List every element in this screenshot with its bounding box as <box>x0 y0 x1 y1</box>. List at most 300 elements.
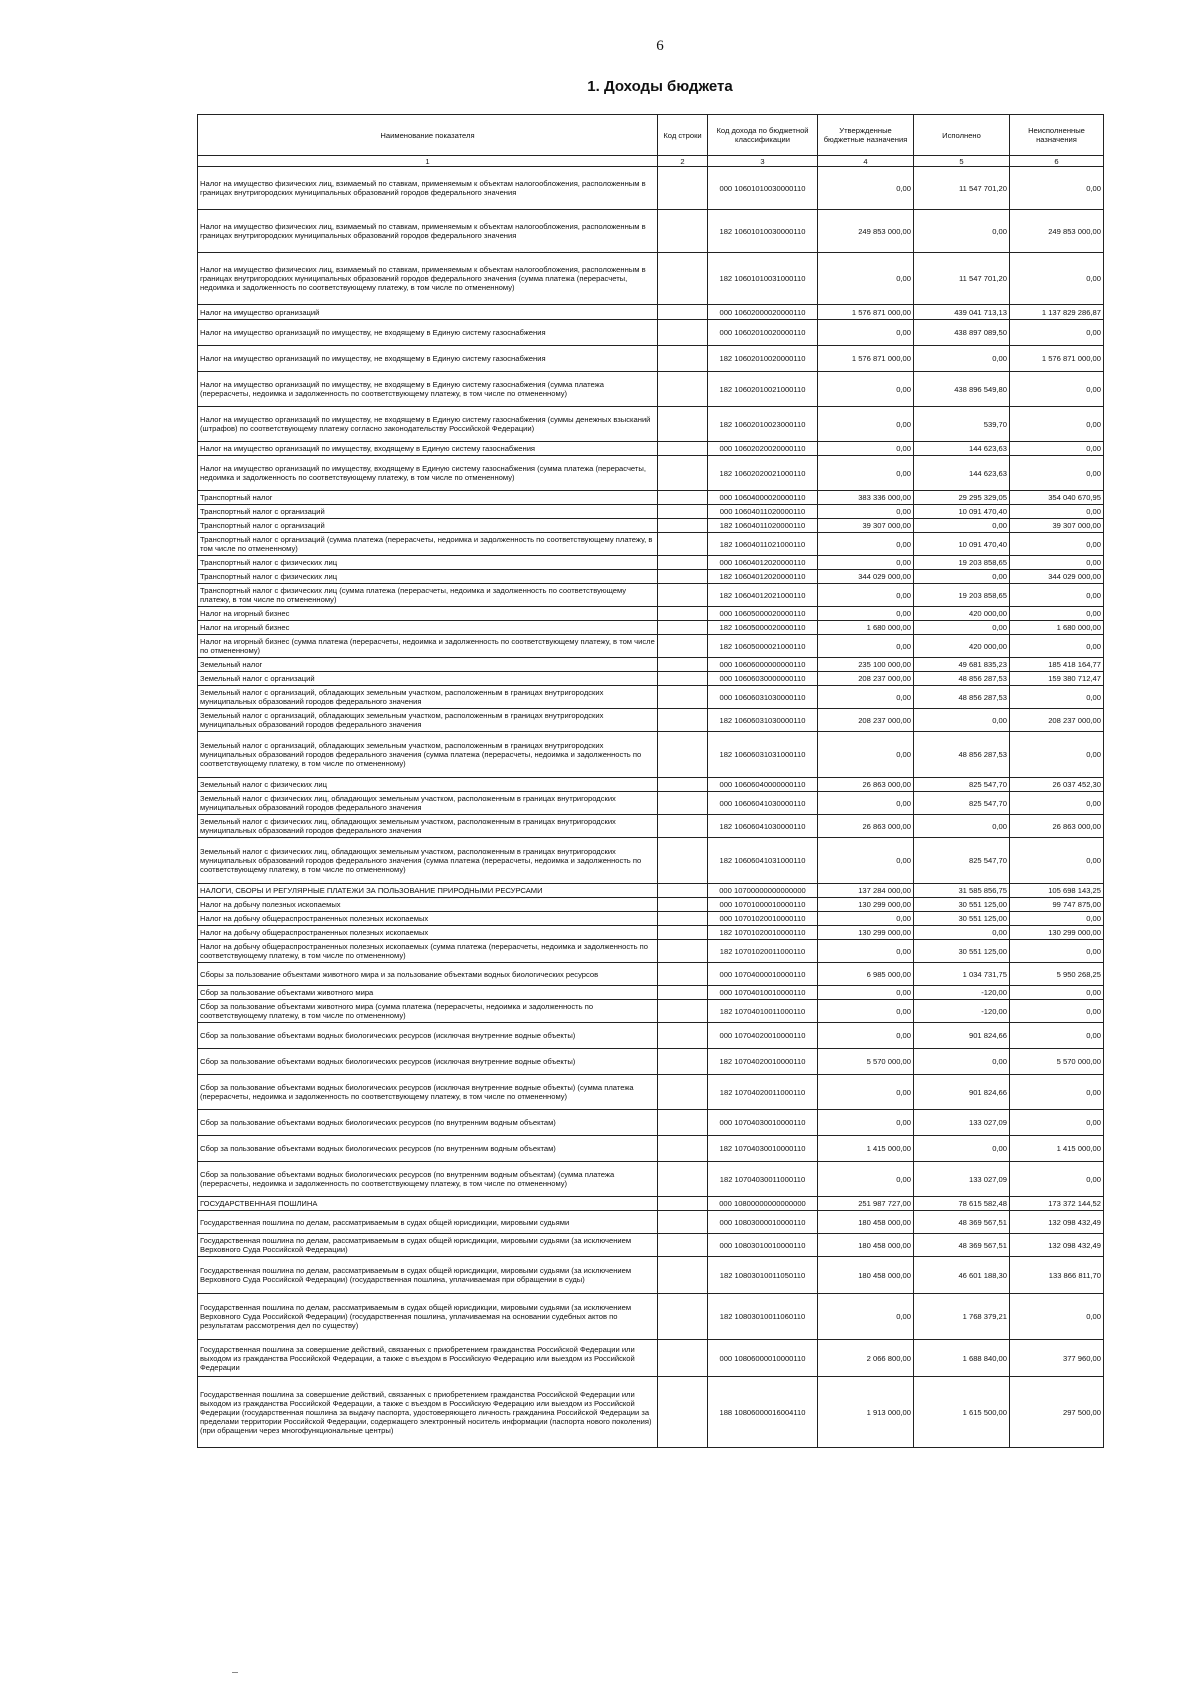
page-number: 6 <box>656 38 664 54</box>
table-row <box>198 1162 1104 1197</box>
cell-kbk: 182 10602010020000110 <box>708 346 818 372</box>
table-row <box>198 912 1104 926</box>
cell-executed: 144 623,63 <box>914 442 1010 456</box>
cell-kbk: 182 10602010021000110 <box>708 372 818 407</box>
cell-kbk: 000 10604000020000110 <box>708 491 818 505</box>
cell-unexecuted: 105 698 143,25 <box>1010 884 1104 898</box>
table-row <box>198 346 1104 372</box>
table-row <box>198 407 1104 442</box>
cell-code <box>658 607 708 621</box>
table-row <box>198 607 1104 621</box>
cell-executed: 46 601 188,30 <box>914 1257 1010 1294</box>
cell-executed: 0,00 <box>914 519 1010 533</box>
cell-executed: 29 295 329,05 <box>914 491 1010 505</box>
cell-kbk: 182 10704030011000110 <box>708 1162 818 1197</box>
cell-unexecuted: 0,00 <box>1010 940 1104 963</box>
cell-approved: 6 985 000,00 <box>818 963 914 986</box>
cell-kbk: 182 10606041031000110 <box>708 838 818 884</box>
cell-kbk: 182 10803010011060110 <box>708 1294 818 1340</box>
table-row <box>198 815 1104 838</box>
cell-kbk: 182 10606031030000110 <box>708 709 818 732</box>
cell-kbk: 182 10601010030000110 <box>708 210 818 253</box>
cell-executed: 420 000,00 <box>914 635 1010 658</box>
cell-approved: 0,00 <box>818 407 914 442</box>
cell-executed: 10 091 470,40 <box>914 505 1010 519</box>
cell-unexecuted: 39 307 000,00 <box>1010 519 1104 533</box>
table-row <box>198 556 1104 570</box>
cell-code <box>658 346 708 372</box>
cell-approved: 26 863 000,00 <box>818 778 914 792</box>
header-approved: Утвержденные бюджетные назначения <box>818 115 914 156</box>
cell-approved: 0,00 <box>818 732 914 778</box>
table-row <box>198 1075 1104 1110</box>
cell-unexecuted: 0,00 <box>1010 986 1104 1000</box>
cell-approved: 0,00 <box>818 1075 914 1110</box>
cell-name: Государственная пошлина за совершение действий, связанных с приобретением гражданства Российской Федерации или выходом из гражданства Российской Федерации, а также с въездом в Российскую Федерацию или выездом из Российской Федерации <box>198 1340 658 1377</box>
cell-name: Государственная пошлина по делам, рассматриваемым в судах общей юрисдикции, мировыми судьями (за исключением Верховного Суда Российской Федерации) (государственная пошлина, уплачиваемая при обращении в суды) <box>198 1257 658 1294</box>
cell-executed: 0,00 <box>914 1136 1010 1162</box>
cell-executed: 11 547 701,20 <box>914 253 1010 305</box>
cell-name: Налог на имущество физических лиц, взимаемый по ставкам, применяемым к объектам налогообложения, расположенным в границах внутригородских муниципальных образований городов федерального значения (сумма платежа (перерасчеты, недоимка и задолженность по соответствующему платежу, в том числе по отмененному) <box>198 253 658 305</box>
cell-name: Налог на добычу полезных ископаемых <box>198 898 658 912</box>
cell-executed: 19 203 858,65 <box>914 584 1010 607</box>
cell-approved: 180 458 000,00 <box>818 1234 914 1257</box>
cell-unexecuted: 1 680 000,00 <box>1010 621 1104 635</box>
cell-unexecuted: 0,00 <box>1010 584 1104 607</box>
table-row <box>198 505 1104 519</box>
cell-executed: 825 547,70 <box>914 778 1010 792</box>
cell-kbk: 000 10803000010000110 <box>708 1211 818 1234</box>
cell-unexecuted: 354 040 670,95 <box>1010 491 1104 505</box>
table-row <box>198 838 1104 884</box>
cell-kbk: 000 10704030010000110 <box>708 1110 818 1136</box>
cell-name: Сбор за пользование объектами животного мира <box>198 986 658 1000</box>
cell-executed: 420 000,00 <box>914 607 1010 621</box>
cell-executed: 30 551 125,00 <box>914 912 1010 926</box>
cell-name: Земельный налог с физических лиц <box>198 778 658 792</box>
table-row <box>198 1294 1104 1340</box>
cell-name: Земельный налог с физических лиц, обладающих земельным участком, расположенным в границах внутригородских муниципальных образований городов федерального значения <box>198 792 658 815</box>
cell-executed: 144 623,63 <box>914 456 1010 491</box>
cell-name: Земельный налог с физических лиц, обладающих земельным участком, расположенным в границах внутригородских муниципальных образований городов федерального значения (сумма платежа (перерасчеты, недоимка и задолженность по соответствующему платежу, в том числе по отмененному) <box>198 838 658 884</box>
cell-executed: 901 824,66 <box>914 1075 1010 1110</box>
column-number: 3 <box>708 156 818 167</box>
cell-kbk: 000 10602020020000110 <box>708 442 818 456</box>
table-row <box>198 621 1104 635</box>
table-row <box>198 963 1104 986</box>
cell-approved: 0,00 <box>818 1110 914 1136</box>
cell-name: Земельный налог с физических лиц, обладающих земельным участком, расположенным в границах внутригородских муниципальных образований городов федерального значения <box>198 815 658 838</box>
table-row <box>198 320 1104 346</box>
cell-executed: 0,00 <box>914 926 1010 940</box>
cell-executed: 539,70 <box>914 407 1010 442</box>
column-number: 2 <box>658 156 708 167</box>
column-number: 6 <box>1010 156 1104 167</box>
budget-income-table <box>197 114 1104 1448</box>
cell-executed: 1 034 731,75 <box>914 963 1010 986</box>
cell-name: Налог на добычу общераспространенных полезных ископаемых <box>198 926 658 940</box>
cell-unexecuted: 132 098 432,49 <box>1010 1234 1104 1257</box>
cell-kbk: 000 10700000000000000 <box>708 884 818 898</box>
cell-approved: 0,00 <box>818 1294 914 1340</box>
table-row <box>198 1197 1104 1211</box>
table-row <box>198 686 1104 709</box>
cell-code <box>658 442 708 456</box>
cell-name: Государственная пошлина по делам, рассматриваемым в судах общей юрисдикции, мировыми судьями (за исключением Верховного Суда Российской Федерации) (государственная пошлина, уплачиваемая на основании судебных актов по результатам рассмотрения дел по существу) <box>198 1294 658 1340</box>
cell-unexecuted: 344 029 000,00 <box>1010 570 1104 584</box>
cell-approved: 0,00 <box>818 442 914 456</box>
cell-executed: 439 041 713,13 <box>914 305 1010 320</box>
cell-executed: 78 615 582,48 <box>914 1197 1010 1211</box>
cell-unexecuted: 185 418 164,77 <box>1010 658 1104 672</box>
cell-unexecuted: 26 863 000,00 <box>1010 815 1104 838</box>
table-row <box>198 986 1104 1000</box>
cell-executed: 0,00 <box>914 1049 1010 1075</box>
cell-name: Транспортный налог с физических лиц <box>198 556 658 570</box>
cell-unexecuted: 0,00 <box>1010 792 1104 815</box>
cell-code <box>658 1211 708 1234</box>
cell-code <box>658 1377 708 1448</box>
cell-kbk: 182 10701020010000110 <box>708 926 818 940</box>
cell-kbk: 182 10604011021000110 <box>708 533 818 556</box>
cell-kbk: 000 10604012020000110 <box>708 556 818 570</box>
cell-kbk: 182 10704030010000110 <box>708 1136 818 1162</box>
cell-name: Государственная пошлина по делам, рассматриваемым в судах общей юрисдикции, мировыми судьями <box>198 1211 658 1234</box>
table-row <box>198 305 1104 320</box>
cell-executed: 0,00 <box>914 570 1010 584</box>
table-row <box>198 926 1104 940</box>
table-row <box>198 372 1104 407</box>
cell-code <box>658 1162 708 1197</box>
cell-unexecuted: 99 747 875,00 <box>1010 898 1104 912</box>
cell-kbk: 182 10602010023000110 <box>708 407 818 442</box>
table-row <box>198 167 1104 210</box>
cell-name: Государственная пошлина за совершение действий, связанных с приобретением гражданства Российской Федерации или выходом из гражданства Российской Федерации, а также с въездом в Российскую Федерацию или выездом из Российской Федерации (государственная пошлина за выдачу паспорта, удостоверяющего личность гражданина Российской Федерации за пределами территории Российской Федерации, содержащего электронный носитель информации (паспорта нового поколения) (при обращении через многофункциональные центры) <box>198 1377 658 1448</box>
cell-unexecuted: 0,00 <box>1010 505 1104 519</box>
cell-name: Налог на игорный бизнес <box>198 621 658 635</box>
cell-name: Налог на имущество организаций по имуществу, входящему в Единую систему газоснабжения (сумма платежа (перерасчеты, недоимка и задолженность по соответствующему платежу, в том числе по отмененному) <box>198 456 658 491</box>
cell-unexecuted: 0,00 <box>1010 320 1104 346</box>
cell-unexecuted: 1 415 000,00 <box>1010 1136 1104 1162</box>
cell-approved: 344 029 000,00 <box>818 570 914 584</box>
cell-code <box>658 570 708 584</box>
cell-approved: 0,00 <box>818 1023 914 1049</box>
table-row <box>198 253 1104 305</box>
cell-unexecuted: 132 098 432,49 <box>1010 1211 1104 1234</box>
cell-unexecuted: 0,00 <box>1010 1162 1104 1197</box>
cell-code <box>658 732 708 778</box>
cell-code <box>658 1257 708 1294</box>
cell-kbk: 000 10606040000000110 <box>708 778 818 792</box>
cell-unexecuted: 0,00 <box>1010 732 1104 778</box>
cell-name: Сбор за пользование объектами водных биологических ресурсов (по внутренним водным объектам) (сумма платежа (перерасчеты, недоимка и задолженность по соответствующему платежу, в том числе по отмененному) <box>198 1162 658 1197</box>
page-title: 1. Доходы бюджета <box>587 78 733 95</box>
cell-approved: 0,00 <box>818 686 914 709</box>
cell-executed: 825 547,70 <box>914 792 1010 815</box>
cell-code <box>658 1340 708 1377</box>
cell-approved: 180 458 000,00 <box>818 1257 914 1294</box>
table-row <box>198 1000 1104 1023</box>
table-row <box>198 1211 1104 1234</box>
table-row <box>198 672 1104 686</box>
cell-executed: 1 688 840,00 <box>914 1340 1010 1377</box>
cell-executed: 438 896 549,80 <box>914 372 1010 407</box>
cell-code <box>658 1110 708 1136</box>
cell-executed: 0,00 <box>914 815 1010 838</box>
cell-unexecuted: 0,00 <box>1010 556 1104 570</box>
cell-executed: 19 203 858,65 <box>914 556 1010 570</box>
cell-kbk: 182 10604012021000110 <box>708 584 818 607</box>
cell-code <box>658 926 708 940</box>
cell-unexecuted: 0,00 <box>1010 1000 1104 1023</box>
scan-mark <box>232 1672 238 1673</box>
cell-kbk: 182 10604011020000110 <box>708 519 818 533</box>
cell-unexecuted: 0,00 <box>1010 838 1104 884</box>
cell-code <box>658 491 708 505</box>
cell-name: НАЛОГИ, СБОРЫ И РЕГУЛЯРНЫЕ ПЛАТЕЖИ ЗА ПОЛЬЗОВАНИЕ ПРИРОДНЫМИ РЕСУРСАМИ <box>198 884 658 898</box>
cell-unexecuted: 0,00 <box>1010 456 1104 491</box>
cell-name: Сбор за пользование объектами водных биологических ресурсов (по внутренним водным объектам) <box>198 1136 658 1162</box>
cell-name: Сбор за пользование объектами водных биологических ресурсов (исключая внутренние водные объекты) <box>198 1023 658 1049</box>
cell-code <box>658 1075 708 1110</box>
cell-approved: 0,00 <box>818 505 914 519</box>
cell-code <box>658 1294 708 1340</box>
cell-kbk: 182 10704020010000110 <box>708 1049 818 1075</box>
cell-approved: 0,00 <box>818 456 914 491</box>
cell-code <box>658 320 708 346</box>
cell-code <box>658 305 708 320</box>
cell-kbk: 000 10604011020000110 <box>708 505 818 519</box>
table-row <box>198 940 1104 963</box>
cell-approved: 2 066 800,00 <box>818 1340 914 1377</box>
cell-executed: 30 551 125,00 <box>914 898 1010 912</box>
cell-code <box>658 519 708 533</box>
cell-kbk: 000 10602000020000110 <box>708 305 818 320</box>
cell-name: Транспортный налог с организаций <box>198 519 658 533</box>
cell-kbk: 000 10803010010000110 <box>708 1234 818 1257</box>
cell-name: Налог на имущество физических лиц, взимаемый по ставкам, применяемым к объектам налогообложения, расположенным в границах внутригородских муниципальных образований городов федерального значения <box>198 210 658 253</box>
table-row <box>198 732 1104 778</box>
cell-code <box>658 210 708 253</box>
cell-code <box>658 372 708 407</box>
cell-approved: 0,00 <box>818 584 914 607</box>
cell-code <box>658 884 708 898</box>
cell-code <box>658 658 708 672</box>
cell-approved: 0,00 <box>818 635 914 658</box>
table-row <box>198 1136 1104 1162</box>
cell-approved: 180 458 000,00 <box>818 1211 914 1234</box>
cell-name: Земельный налог с организаций, обладающих земельным участком, расположенным в границах внутригородских муниципальных образований городов федерального значения <box>198 686 658 709</box>
table-row <box>198 584 1104 607</box>
cell-approved: 0,00 <box>818 838 914 884</box>
cell-code <box>658 584 708 607</box>
cell-unexecuted: 173 372 144,52 <box>1010 1197 1104 1211</box>
header-unexecuted: Неисполненные назначения <box>1010 115 1104 156</box>
table-row <box>198 1110 1104 1136</box>
cell-name: Налог на имущество организаций по имуществу, не входящему в Единую систему газоснабжения (сумма платежа (перерасчеты, недоимка и задолженность по соответствующему платежу, в том числе по отмененному) <box>198 372 658 407</box>
cell-executed: 901 824,66 <box>914 1023 1010 1049</box>
cell-kbk: 000 10704020010000110 <box>708 1023 818 1049</box>
table-row <box>198 210 1104 253</box>
cell-code <box>658 709 708 732</box>
cell-approved: 0,00 <box>818 1000 914 1023</box>
cell-kbk: 182 10601010031000110 <box>708 253 818 305</box>
cell-unexecuted: 1 137 829 286,87 <box>1010 305 1104 320</box>
table-row <box>198 1377 1104 1448</box>
table-row <box>198 778 1104 792</box>
cell-approved: 0,00 <box>818 986 914 1000</box>
cell-code <box>658 533 708 556</box>
cell-name: Налог на имущество организаций по имуществу, входящему в Единую систему газоснабжения <box>198 442 658 456</box>
cell-name: Сбор за пользование объектами водных биологических ресурсов (по внутренним водным объектам) <box>198 1110 658 1136</box>
cell-name: Транспортный налог <box>198 491 658 505</box>
cell-kbk: 182 10602020021000110 <box>708 456 818 491</box>
cell-kbk: 000 10800000000000000 <box>708 1197 818 1211</box>
header-code: Код строки <box>658 115 708 156</box>
cell-kbk: 000 10701020010000110 <box>708 912 818 926</box>
cell-executed: 1 615 500,00 <box>914 1377 1010 1448</box>
cell-approved: 1 913 000,00 <box>818 1377 914 1448</box>
column-number-row <box>198 156 1104 167</box>
cell-approved: 130 299 000,00 <box>818 926 914 940</box>
table-row <box>198 1257 1104 1294</box>
table-row <box>198 658 1104 672</box>
cell-approved: 235 100 000,00 <box>818 658 914 672</box>
cell-executed: 49 681 835,23 <box>914 658 1010 672</box>
cell-unexecuted: 133 866 811,70 <box>1010 1257 1104 1294</box>
column-number: 4 <box>818 156 914 167</box>
cell-executed: 48 856 287,53 <box>914 686 1010 709</box>
cell-approved: 137 284 000,00 <box>818 884 914 898</box>
cell-approved: 0,00 <box>818 1162 914 1197</box>
cell-approved: 1 576 871 000,00 <box>818 346 914 372</box>
cell-unexecuted: 297 500,00 <box>1010 1377 1104 1448</box>
table-row <box>198 1023 1104 1049</box>
cell-approved: 0,00 <box>818 607 914 621</box>
cell-kbk: 182 10605000020000110 <box>708 621 818 635</box>
cell-unexecuted: 0,00 <box>1010 635 1104 658</box>
cell-name: Транспортный налог с физических лиц <box>198 570 658 584</box>
cell-name: ГОСУДАРСТВЕННАЯ ПОШЛИНА <box>198 1197 658 1211</box>
cell-executed: 0,00 <box>914 346 1010 372</box>
header-executed: Исполнено <box>914 115 1010 156</box>
cell-kbk: 000 10704000010000110 <box>708 963 818 986</box>
cell-code <box>658 1136 708 1162</box>
cell-name: Сбор за пользование объектами водных биологических ресурсов (исключая внутренние водные объекты) <box>198 1049 658 1075</box>
table-row <box>198 898 1104 912</box>
cell-unexecuted: 1 576 871 000,00 <box>1010 346 1104 372</box>
cell-approved: 0,00 <box>818 912 914 926</box>
cell-kbk: 000 10606000000000110 <box>708 658 818 672</box>
cell-name: Транспортный налог с организаций <box>198 505 658 519</box>
cell-approved: 0,00 <box>818 167 914 210</box>
cell-unexecuted: 0,00 <box>1010 372 1104 407</box>
cell-code <box>658 963 708 986</box>
cell-code <box>658 1000 708 1023</box>
header-name: Наименование показателя <box>198 115 658 156</box>
cell-name: Налог на имущество организаций <box>198 305 658 320</box>
cell-kbk: 000 10704010010000110 <box>708 986 818 1000</box>
cell-name: Земельный налог с организаций <box>198 672 658 686</box>
column-number: 1 <box>198 156 658 167</box>
cell-executed: 48 369 567,51 <box>914 1234 1010 1257</box>
cell-code <box>658 898 708 912</box>
cell-executed: -120,00 <box>914 986 1010 1000</box>
cell-code <box>658 407 708 442</box>
cell-name: Транспортный налог с организаций (сумма платежа (перерасчеты, недоимка и задолженность по соответствующему платежу, в том числе по отмененному) <box>198 533 658 556</box>
cell-unexecuted: 130 299 000,00 <box>1010 926 1104 940</box>
cell-kbk: 000 10606030000000110 <box>708 672 818 686</box>
cell-approved: 1 415 000,00 <box>818 1136 914 1162</box>
cell-approved: 0,00 <box>818 556 914 570</box>
cell-kbk: 000 10602010020000110 <box>708 320 818 346</box>
table-row <box>198 792 1104 815</box>
cell-unexecuted: 0,00 <box>1010 1294 1104 1340</box>
cell-name: Земельный налог с организаций, обладающих земельным участком, расположенным в границах внутригородских муниципальных образований городов федерального значения (сумма платежа (перерасчеты, недоимка и задолженность по соответствующему платежу, в том числе по отмененному) <box>198 732 658 778</box>
cell-unexecuted: 0,00 <box>1010 533 1104 556</box>
column-number: 5 <box>914 156 1010 167</box>
table-row <box>198 570 1104 584</box>
cell-unexecuted: 0,00 <box>1010 407 1104 442</box>
cell-kbk: 000 10605000020000110 <box>708 607 818 621</box>
cell-kbk: 182 10606041030000110 <box>708 815 818 838</box>
cell-kbk: 182 10605000021000110 <box>708 635 818 658</box>
cell-kbk: 182 10604012020000110 <box>708 570 818 584</box>
cell-approved: 0,00 <box>818 253 914 305</box>
cell-kbk: 182 10704010011000110 <box>708 1000 818 1023</box>
cell-code <box>658 1197 708 1211</box>
cell-approved: 39 307 000,00 <box>818 519 914 533</box>
cell-code <box>658 1049 708 1075</box>
cell-executed: 0,00 <box>914 709 1010 732</box>
cell-kbk: 188 10806000016004110 <box>708 1377 818 1448</box>
cell-executed: 30 551 125,00 <box>914 940 1010 963</box>
cell-kbk: 182 10704020011000110 <box>708 1075 818 1110</box>
cell-name: Транспортный налог с физических лиц (сумма платежа (перерасчеты, недоимка и задолженность по соответствующему платежу, в том числе по отмененному) <box>198 584 658 607</box>
cell-executed: -120,00 <box>914 1000 1010 1023</box>
cell-approved: 26 863 000,00 <box>818 815 914 838</box>
cell-code <box>658 1023 708 1049</box>
cell-code <box>658 253 708 305</box>
table-row <box>198 1234 1104 1257</box>
cell-executed: 825 547,70 <box>914 838 1010 884</box>
cell-code <box>658 912 708 926</box>
cell-unexecuted: 0,00 <box>1010 912 1104 926</box>
cell-kbk: 000 10606041030000110 <box>708 792 818 815</box>
cell-approved: 130 299 000,00 <box>818 898 914 912</box>
cell-code <box>658 672 708 686</box>
cell-executed: 11 547 701,20 <box>914 167 1010 210</box>
cell-name: Налог на имущество физических лиц, взимаемый по ставкам, применяемым к объектам налогообложения, расположенным в границах внутригородских муниципальных образований городов федерального значения <box>198 167 658 210</box>
cell-executed: 48 369 567,51 <box>914 1211 1010 1234</box>
table-row <box>198 442 1104 456</box>
cell-approved: 0,00 <box>818 792 914 815</box>
table-row <box>198 884 1104 898</box>
cell-approved: 208 237 000,00 <box>818 672 914 686</box>
cell-approved: 251 987 727,00 <box>818 1197 914 1211</box>
table-row <box>198 635 1104 658</box>
cell-approved: 0,00 <box>818 940 914 963</box>
cell-unexecuted: 0,00 <box>1010 253 1104 305</box>
cell-approved: 0,00 <box>818 372 914 407</box>
cell-unexecuted: 0,00 <box>1010 442 1104 456</box>
header-kbk: Код дохода по бюджетной классификации <box>708 115 818 156</box>
cell-executed: 31 585 856,75 <box>914 884 1010 898</box>
cell-code <box>658 838 708 884</box>
cell-code <box>658 556 708 570</box>
cell-executed: 48 856 287,53 <box>914 732 1010 778</box>
cell-unexecuted: 0,00 <box>1010 686 1104 709</box>
